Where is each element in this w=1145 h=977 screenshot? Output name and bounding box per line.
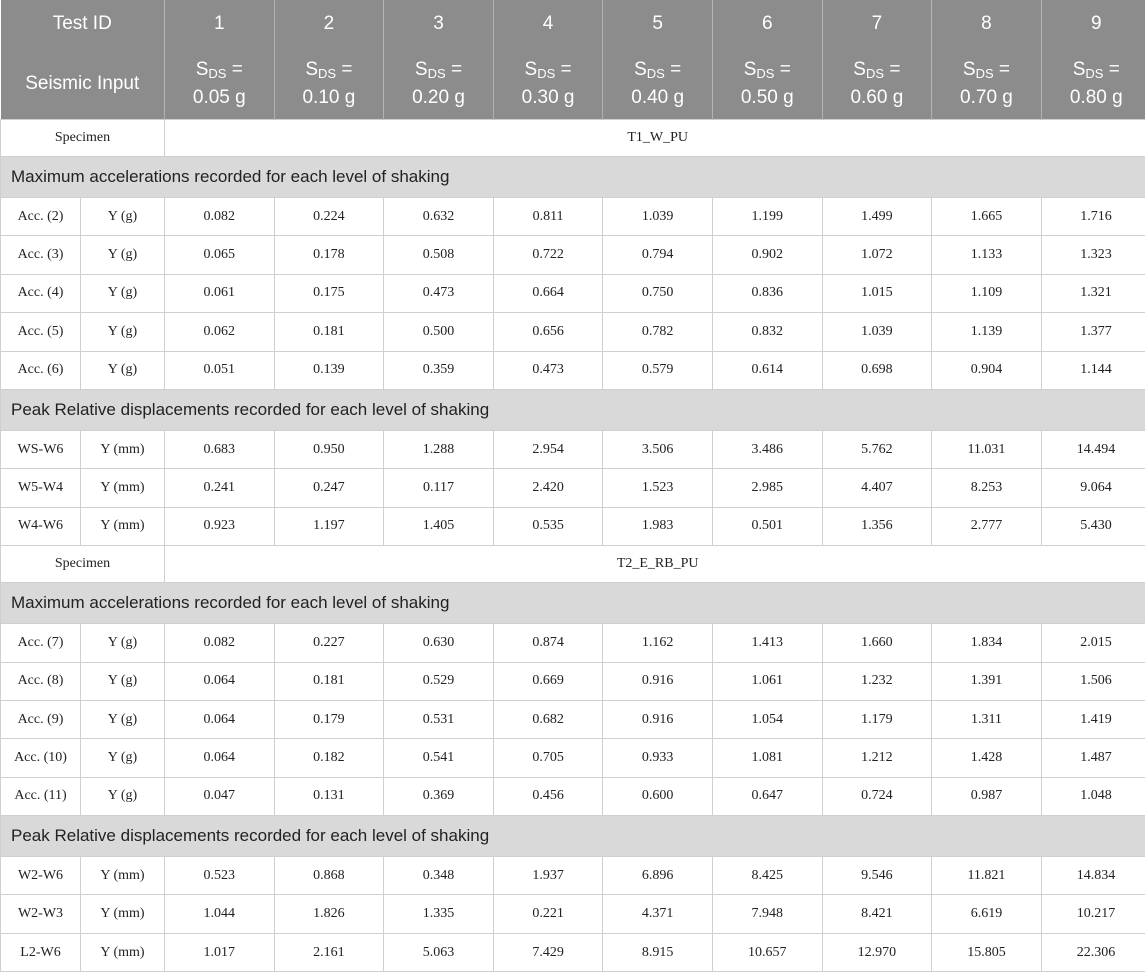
value-cell: 0.178 — [274, 236, 384, 274]
value-cell: 0.664 — [493, 274, 603, 312]
test-id-cell: 5 — [603, 0, 713, 48]
value-cell: 0.064 — [165, 662, 275, 700]
sensor-label: Acc. (8) — [1, 662, 81, 700]
value-cell: 7.429 — [493, 933, 603, 971]
sds-value: 0.40 g — [631, 86, 685, 108]
sds-symbol-line — [384, 58, 493, 86]
value-cell: 0.950 — [274, 430, 384, 468]
value-cell: 1.212 — [822, 739, 932, 777]
value-cell: 1.048 — [1041, 777, 1145, 815]
sds-symbol: S — [195, 58, 209, 80]
value-cell: 2.985 — [712, 469, 822, 507]
sds-symbol: S — [414, 58, 428, 80]
specimen-label: Specimen — [1, 546, 165, 583]
value-cell: 0.682 — [493, 700, 603, 738]
sds-cell — [1041, 48, 1145, 120]
specimen-name: T2_E_RB_PU — [165, 546, 1145, 583]
value-cell: 1.179 — [822, 700, 932, 738]
sds-cell — [932, 48, 1042, 120]
value-cell: 1.321 — [1041, 274, 1145, 312]
sensor-label: W4-W6 — [1, 507, 81, 545]
test-id-row — [1, 0, 1145, 48]
sensor-label: W2-W3 — [1, 895, 81, 933]
value-cell: 0.794 — [603, 236, 713, 274]
value-cell: 15.805 — [932, 933, 1042, 971]
sds-equals: = — [889, 58, 901, 80]
sds-equals: = — [779, 58, 791, 80]
value-cell: 1.356 — [822, 507, 932, 545]
value-cell: 0.868 — [274, 857, 384, 895]
sds-subscript: DS — [427, 65, 446, 81]
value-cell: 0.579 — [603, 351, 713, 389]
unit-label: Y (g) — [81, 274, 165, 312]
value-cell: 1.377 — [1041, 313, 1145, 351]
value-cell: 1.232 — [822, 662, 932, 700]
section-header-row — [1, 583, 1145, 624]
value-cell: 0.630 — [384, 624, 494, 662]
unit-label: Y (mm) — [81, 507, 165, 545]
table-row — [1, 624, 1145, 662]
value-cell: 8.253 — [932, 469, 1042, 507]
value-cell: 0.064 — [165, 739, 275, 777]
value-cell: 0.535 — [493, 507, 603, 545]
value-cell: 4.407 — [822, 469, 932, 507]
unit-label: Y (mm) — [81, 933, 165, 971]
value-cell: 0.904 — [932, 351, 1042, 389]
value-cell: 1.413 — [712, 624, 822, 662]
value-cell: 1.044 — [165, 895, 275, 933]
value-cell: 1.054 — [712, 700, 822, 738]
value-cell: 1.660 — [822, 624, 932, 662]
sds-symbol: S — [962, 58, 976, 80]
value-cell: 1.937 — [493, 857, 603, 895]
value-cell: 10.217 — [1041, 895, 1145, 933]
sensor-label: Acc. (2) — [1, 198, 81, 236]
section-header-row — [1, 816, 1145, 857]
value-cell: 0.933 — [603, 739, 713, 777]
test-id-cell: 2 — [274, 0, 384, 48]
value-cell: 1.061 — [712, 662, 822, 700]
sensor-label: Acc. (3) — [1, 236, 81, 274]
value-cell: 8.425 — [712, 857, 822, 895]
sds-value: 0.60 g — [850, 86, 904, 108]
test-id-cell: 1 — [165, 0, 275, 48]
sds-equals: = — [560, 58, 572, 80]
table-row — [1, 700, 1145, 738]
value-cell: 1.506 — [1041, 662, 1145, 700]
sds-subscript: DS — [756, 65, 775, 81]
value-cell: 0.501 — [712, 507, 822, 545]
sensor-label: Acc. (6) — [1, 351, 81, 389]
sds-symbol-line — [1042, 58, 1145, 86]
sds-symbol-line — [932, 58, 1041, 86]
value-cell: 1.162 — [603, 624, 713, 662]
test-id-cell: 6 — [712, 0, 822, 48]
value-cell: 1.405 — [384, 507, 494, 545]
table-row — [1, 274, 1145, 312]
value-cell: 0.065 — [165, 236, 275, 274]
sds-cell — [384, 48, 494, 120]
value-cell: 0.179 — [274, 700, 384, 738]
sds-subscript: DS — [208, 65, 227, 81]
test-id-cell: 7 — [822, 0, 932, 48]
value-cell: 1.826 — [274, 895, 384, 933]
sds-subscript: DS — [646, 65, 665, 81]
sds-subscript: DS — [318, 65, 337, 81]
section-title: Peak Relative displacements recorded for each level of shaking — [1, 816, 1145, 857]
value-cell: 6.896 — [603, 857, 713, 895]
value-cell: 0.541 — [384, 739, 494, 777]
table-row — [1, 430, 1145, 468]
unit-label: Y (mm) — [81, 469, 165, 507]
sds-equals: = — [231, 58, 243, 80]
sds-symbol: S — [305, 58, 318, 80]
value-cell: 8.915 — [603, 933, 713, 971]
table-header — [1, 0, 1145, 120]
table-row — [1, 662, 1145, 700]
sds-cell — [274, 48, 384, 120]
value-cell: 0.224 — [274, 198, 384, 236]
value-cell: 0.456 — [493, 777, 603, 815]
value-cell: 0.082 — [165, 198, 275, 236]
sensor-label: Acc. (10) — [1, 739, 81, 777]
test-id-cell: 8 — [932, 0, 1042, 48]
unit-label: Y (g) — [81, 700, 165, 738]
specimen-row — [1, 120, 1145, 157]
value-cell: 0.247 — [274, 469, 384, 507]
sds-symbol-line — [603, 58, 712, 86]
unit-label: Y (mm) — [81, 430, 165, 468]
value-cell: 0.508 — [384, 236, 494, 274]
value-cell: 0.061 — [165, 274, 275, 312]
value-cell: 0.348 — [384, 857, 494, 895]
value-cell: 1.834 — [932, 624, 1042, 662]
sds-symbol: S — [634, 58, 647, 80]
value-cell: 0.221 — [493, 895, 603, 933]
table-row — [1, 507, 1145, 545]
value-cell: 0.656 — [493, 313, 603, 351]
value-cell: 0.705 — [493, 739, 603, 777]
value-cell: 0.241 — [165, 469, 275, 507]
value-cell: 1.072 — [822, 236, 932, 274]
value-cell: 1.523 — [603, 469, 713, 507]
table-row — [1, 857, 1145, 895]
sds-value: 0.30 g — [521, 86, 575, 108]
unit-label: Y (g) — [81, 662, 165, 700]
test-id-cell: 3 — [384, 0, 494, 48]
table-body — [1, 120, 1145, 972]
value-cell: 6.619 — [932, 895, 1042, 933]
value-cell: 0.359 — [384, 351, 494, 389]
value-cell: 0.724 — [822, 777, 932, 815]
value-cell: 10.657 — [712, 933, 822, 971]
value-cell: 12.970 — [822, 933, 932, 971]
value-cell: 0.600 — [603, 777, 713, 815]
value-cell: 0.369 — [384, 777, 494, 815]
sds-symbol: S — [524, 58, 538, 80]
value-cell: 1.716 — [1041, 198, 1145, 236]
unit-label: Y (g) — [81, 351, 165, 389]
value-cell: 0.473 — [384, 274, 494, 312]
sds-value: 0.20 g — [412, 86, 465, 108]
value-cell: 11.821 — [932, 857, 1042, 895]
value-cell: 0.836 — [712, 274, 822, 312]
sensor-label: Acc. (5) — [1, 313, 81, 351]
value-cell: 2.420 — [493, 469, 603, 507]
sds-value: 0.10 g — [302, 86, 356, 108]
table-row — [1, 351, 1145, 389]
value-cell: 0.669 — [493, 662, 603, 700]
value-cell: 0.473 — [493, 351, 603, 389]
section-title: Maximum accelerations recorded for each level of shaking — [1, 157, 1145, 198]
value-cell: 0.131 — [274, 777, 384, 815]
table-row — [1, 236, 1145, 274]
value-cell: 1.139 — [932, 313, 1042, 351]
value-cell: 0.811 — [493, 198, 603, 236]
value-cell: 0.175 — [274, 274, 384, 312]
value-cell: 2.015 — [1041, 624, 1145, 662]
value-cell: 1.197 — [274, 507, 384, 545]
value-cell: 1.419 — [1041, 700, 1145, 738]
table-row — [1, 933, 1145, 971]
value-cell: 5.762 — [822, 430, 932, 468]
value-cell: 1.665 — [932, 198, 1042, 236]
value-cell: 0.082 — [165, 624, 275, 662]
value-cell: 7.948 — [712, 895, 822, 933]
sds-equals: = — [998, 58, 1011, 80]
value-cell: 0.698 — [822, 351, 932, 389]
sds-equals: = — [1108, 58, 1120, 80]
sds-cell — [712, 48, 822, 120]
value-cell: 1.199 — [712, 198, 822, 236]
sds-symbol-line — [494, 58, 603, 86]
unit-label: Y (g) — [81, 313, 165, 351]
value-cell: 0.117 — [384, 469, 494, 507]
value-cell: 0.632 — [384, 198, 494, 236]
value-cell: 0.227 — [274, 624, 384, 662]
test-id-cell: 4 — [493, 0, 603, 48]
unit-label: Y (g) — [81, 777, 165, 815]
value-cell: 2.954 — [493, 430, 603, 468]
table-row — [1, 895, 1145, 933]
unit-label: Y (mm) — [81, 895, 165, 933]
sds-subscript: DS — [975, 65, 994, 81]
value-cell: 1.311 — [932, 700, 1042, 738]
unit-label: Y (g) — [81, 739, 165, 777]
value-cell: 0.529 — [384, 662, 494, 700]
test-id-cell: 9 — [1041, 0, 1145, 48]
value-cell: 0.987 — [932, 777, 1042, 815]
value-cell: 1.428 — [932, 739, 1042, 777]
value-cell: 1.133 — [932, 236, 1042, 274]
value-cell: 1.335 — [384, 895, 494, 933]
value-cell: 0.832 — [712, 313, 822, 351]
value-cell: 14.834 — [1041, 857, 1145, 895]
value-cell: 11.031 — [932, 430, 1042, 468]
value-cell: 0.750 — [603, 274, 713, 312]
sds-symbol-line — [275, 58, 384, 86]
value-cell: 0.916 — [603, 662, 713, 700]
value-cell: 22.306 — [1041, 933, 1145, 971]
value-cell: 5.063 — [384, 933, 494, 971]
sds-symbol-line — [823, 58, 932, 86]
table-row — [1, 469, 1145, 507]
value-cell: 3.486 — [712, 430, 822, 468]
value-cell: 0.916 — [603, 700, 713, 738]
specimen-label: Specimen — [1, 120, 165, 157]
sensor-label: WS-W6 — [1, 430, 81, 468]
value-cell: 0.139 — [274, 351, 384, 389]
sensor-label: W2-W6 — [1, 857, 81, 895]
value-cell: 9.064 — [1041, 469, 1145, 507]
value-cell: 0.523 — [165, 857, 275, 895]
value-cell: 0.051 — [165, 351, 275, 389]
section-title: Peak Relative displacements recorded for each level of shaking — [1, 389, 1145, 430]
sds-value: 0.80 g — [1069, 86, 1123, 108]
value-cell: 1.039 — [822, 313, 932, 351]
value-cell: 1.499 — [822, 198, 932, 236]
seismic-input-row — [1, 48, 1145, 120]
sds-cell — [603, 48, 713, 120]
sds-value: 0.70 g — [960, 86, 1013, 108]
value-cell: 0.531 — [384, 700, 494, 738]
sds-symbol-line — [713, 58, 822, 86]
sds-symbol-line — [165, 58, 274, 86]
value-cell: 0.902 — [712, 236, 822, 274]
value-cell: 0.647 — [712, 777, 822, 815]
value-cell: 8.421 — [822, 895, 932, 933]
value-cell: 1.039 — [603, 198, 713, 236]
section-header-row — [1, 389, 1145, 430]
value-cell: 0.064 — [165, 700, 275, 738]
sds-cell — [822, 48, 932, 120]
value-cell: 1.015 — [822, 274, 932, 312]
value-cell: 1.017 — [165, 933, 275, 971]
sensor-label: L2-W6 — [1, 933, 81, 971]
sensor-label: Acc. (11) — [1, 777, 81, 815]
value-cell: 0.923 — [165, 507, 275, 545]
sds-equals: = — [450, 58, 463, 80]
value-cell: 0.181 — [274, 662, 384, 700]
value-cell: 0.874 — [493, 624, 603, 662]
sensor-label: Acc. (9) — [1, 700, 81, 738]
sds-symbol: S — [1072, 58, 1086, 80]
value-cell: 0.722 — [493, 236, 603, 274]
specimen-row — [1, 546, 1145, 583]
table-row — [1, 777, 1145, 815]
table-row — [1, 739, 1145, 777]
value-cell: 1.109 — [932, 274, 1042, 312]
sds-symbol: S — [743, 58, 757, 80]
value-cell: 2.777 — [932, 507, 1042, 545]
value-cell: 0.181 — [274, 313, 384, 351]
table-row — [1, 198, 1145, 236]
value-cell: 1.144 — [1041, 351, 1145, 389]
sds-subscript: DS — [1085, 65, 1104, 81]
sensor-label: Acc. (4) — [1, 274, 81, 312]
unit-label: Y (g) — [81, 198, 165, 236]
value-cell: 1.983 — [603, 507, 713, 545]
value-cell: 0.683 — [165, 430, 275, 468]
value-cell: 0.500 — [384, 313, 494, 351]
section-header-row — [1, 157, 1145, 198]
sds-value: 0.05 g — [192, 86, 246, 108]
value-cell: 2.161 — [274, 933, 384, 971]
sensor-label: W5-W4 — [1, 469, 81, 507]
sds-cell — [165, 48, 275, 120]
value-cell: 1.487 — [1041, 739, 1145, 777]
section-title: Maximum accelerations recorded for each level of shaking — [1, 583, 1145, 624]
sensor-label: Acc. (7) — [1, 624, 81, 662]
sds-equals: = — [670, 58, 682, 80]
value-cell: 1.391 — [932, 662, 1042, 700]
value-cell: 4.371 — [603, 895, 713, 933]
value-cell: 1.323 — [1041, 236, 1145, 274]
value-cell: 0.614 — [712, 351, 822, 389]
value-cell: 0.047 — [165, 777, 275, 815]
value-cell: 0.782 — [603, 313, 713, 351]
specimen-name: T1_W_PU — [165, 120, 1145, 157]
test-id-label: Test ID — [1, 0, 165, 48]
unit-label: Y (g) — [81, 236, 165, 274]
value-cell: 5.430 — [1041, 507, 1145, 545]
value-cell: 9.546 — [822, 857, 932, 895]
table-row — [1, 313, 1145, 351]
value-cell: 1.288 — [384, 430, 494, 468]
sds-subscript: DS — [537, 65, 556, 81]
sds-value: 0.50 g — [740, 86, 794, 108]
unit-label: Y (mm) — [81, 857, 165, 895]
value-cell: 0.062 — [165, 313, 275, 351]
sds-equals: = — [341, 58, 353, 80]
seismic-input-label: Seismic Input — [1, 48, 165, 120]
value-cell: 3.506 — [603, 430, 713, 468]
value-cell: 1.081 — [712, 739, 822, 777]
sds-symbol: S — [853, 58, 866, 80]
sds-cell — [493, 48, 603, 120]
value-cell: 0.182 — [274, 739, 384, 777]
sds-subscript: DS — [865, 65, 885, 81]
unit-label: Y (g) — [81, 624, 165, 662]
value-cell: 14.494 — [1041, 430, 1145, 468]
